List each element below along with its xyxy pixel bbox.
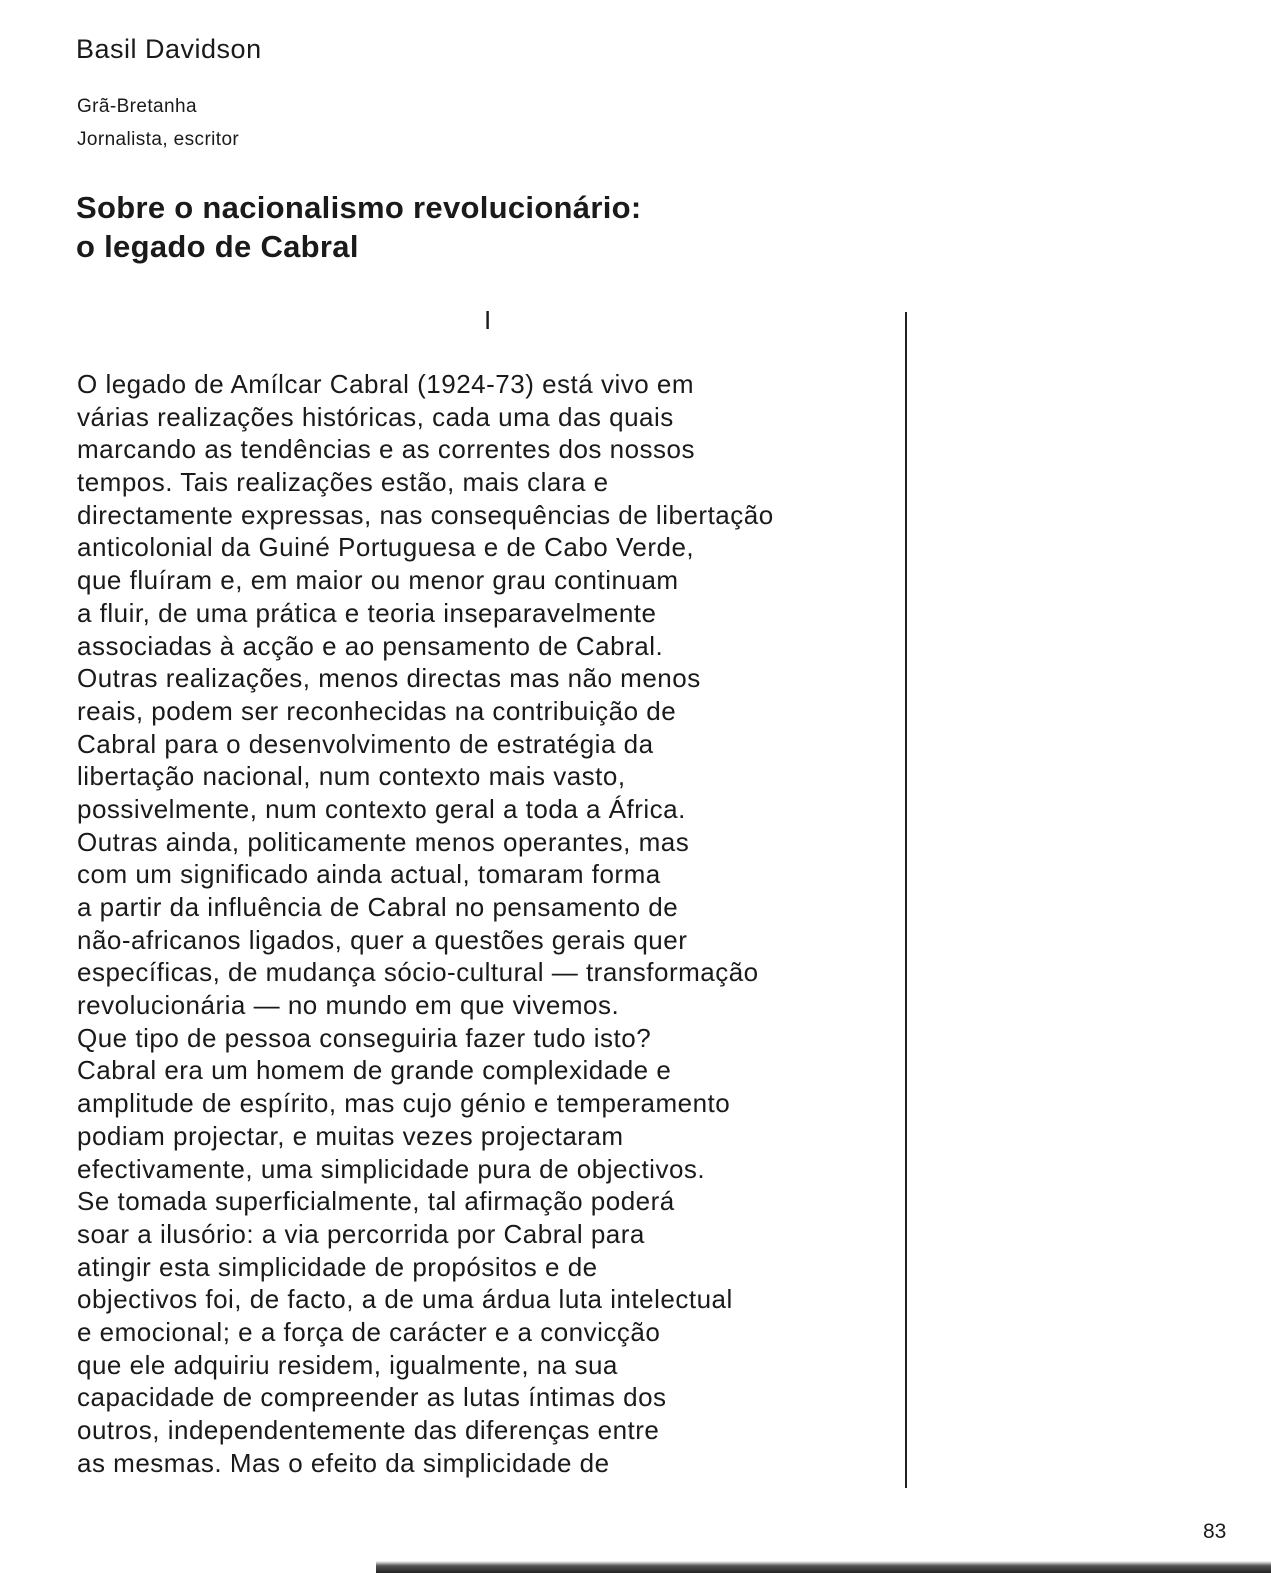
- body-line: Se tomada superficialmente, tal afirmação poderá: [77, 1186, 675, 1217]
- body-line: possivelmente, num contexto geral a toda a África.: [77, 793, 686, 824]
- body-line: que ele adquiriu residem, igualmente, na sua: [77, 1349, 618, 1380]
- body-line: soar a ilusório: a via percorrida por Cabral para: [77, 1218, 645, 1249]
- author-name: Basil Davidson: [76, 34, 262, 64]
- body-line: revolucionária — no mundo em que vivemos.: [77, 990, 620, 1021]
- body-line: a fluir, de uma prática e teoria inseparavelmente: [77, 597, 657, 628]
- body-line: Outras realizações, menos directas mas não menos: [77, 663, 701, 694]
- body-line: libertação nacional, num contexto mais vasto,: [77, 761, 626, 792]
- body-line: atingir esta simplicidade de propósitos e de: [77, 1251, 598, 1282]
- body-line: anticolonial da Guiné Portuguesa e de Cabo Verde,: [77, 532, 695, 563]
- body-line: várias realizações históricas, cada uma das quais: [77, 401, 674, 432]
- author-role: Jornalista, escritor: [77, 129, 240, 150]
- body-line: directamente expressas, nas consequências de libertação: [77, 499, 774, 530]
- body-line: com um significado ainda actual, tomaram forma: [77, 859, 661, 890]
- body-line: as mesmas. Mas o efeito da simplicidade de: [77, 1447, 610, 1478]
- body-line: amplitude de espírito, mas cujo génio e temperamento: [77, 1088, 731, 1119]
- section-number: I: [484, 305, 492, 335]
- article-title: [76, 188, 641, 266]
- body-line: objectivos foi, de facto, a de uma árdua luta intelectual: [77, 1284, 733, 1315]
- body-text: [77, 368, 774, 1479]
- body-line: capacidade de compreender as lutas íntimas dos: [77, 1382, 667, 1413]
- body-line: marcando as tendências e as correntes dos nossos: [77, 434, 696, 465]
- scan-edge-bar: [376, 1561, 1271, 1573]
- title-line: o legado de Cabral: [76, 229, 359, 264]
- body-line: específicas, de mudança sócio-cultural — transformação: [77, 957, 759, 988]
- body-line: não-africanos ligados, quer a questões gerais quer: [77, 924, 688, 955]
- body-line: outros, independentemente das diferenças entre: [77, 1415, 660, 1445]
- body-line: tempos. Tais realizações estão, mais clara e: [77, 467, 609, 498]
- body-line: a partir da influência de Cabral no pensamento de: [77, 892, 679, 922]
- body-line: Cabral era um homem de grande complexidade e: [77, 1055, 672, 1086]
- body-line: O legado de Amílcar Cabral (1924-73) está vivo em: [77, 369, 695, 399]
- body-line: Cabral para o desenvolvimento de estratégia da: [77, 728, 654, 759]
- page-number: 83: [1203, 1520, 1227, 1543]
- body-line: Que tipo de pessoa conseguiria fazer tudo isto?: [77, 1022, 652, 1053]
- body-line: podiam projectar, e muitas vezes projectaram: [77, 1120, 624, 1151]
- author-country: Grã-Bretanha: [77, 96, 197, 117]
- body-line: efectivamente, uma simplicidade pura de objectivos.: [77, 1153, 706, 1184]
- body-line: que fluíram e, em maior ou menor grau continuam: [77, 565, 679, 596]
- margin-rule: [905, 312, 907, 1488]
- body-line: e emocional; e a força de carácter e a convicção: [77, 1316, 661, 1347]
- body-line: Outras ainda, politicamente menos operantes, mas: [77, 826, 690, 857]
- body-line: reais, podem ser reconhecidas na contribuição de: [77, 695, 677, 726]
- title-line: Sobre o nacionalismo revolucionário:: [76, 190, 642, 225]
- body-line: associadas à acção e ao pensamento de Cabral.: [77, 630, 664, 661]
